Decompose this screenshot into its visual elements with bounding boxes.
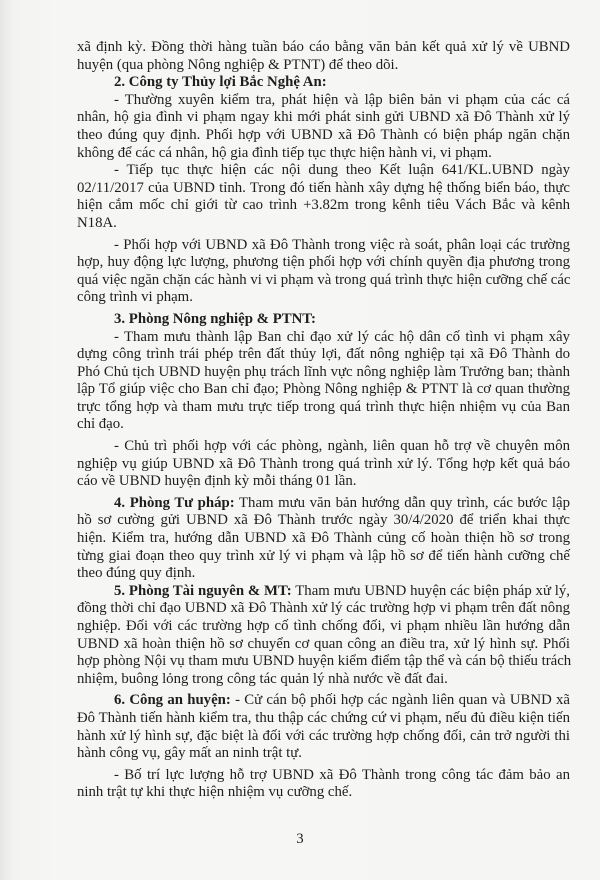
section-heading: 5. Phòng Tài nguyên & MT: bbox=[114, 582, 292, 599]
page-number: 3 bbox=[296, 831, 304, 847]
text-line bbox=[77, 289, 570, 307]
line-text: 02/11/2017 của UBND tỉnh. Trong đó tiến hành xây dựng hệ thống biển báo, thực bbox=[77, 179, 570, 196]
paragraph bbox=[77, 92, 570, 162]
paragraph bbox=[77, 767, 570, 802]
line-text: - Chủ trì phối hợp với các phòng, ngành, liên quan hỗ trợ về chuyên môn bbox=[114, 438, 570, 455]
section bbox=[77, 583, 570, 689]
line-text: - Phối hợp với UBND xã Đô Thành trong việc rà soát, phân loại các trường bbox=[114, 236, 570, 253]
section-heading: 3. Phòng Nông nghiệp & PTNT: bbox=[114, 310, 316, 327]
line-text: hiện cắm mốc chỉ giới từ cao trình +3.82m trong kênh tiêu Vách Bắc và kênh bbox=[77, 197, 570, 214]
text-line bbox=[77, 728, 570, 746]
line-text: nhiệm, buông lỏng trong công tác quản lý nhà nước về đất đai. bbox=[77, 670, 448, 687]
line-text: ninh trật tự khi thực hiện nhiệm vụ cưỡng chế. bbox=[77, 784, 353, 801]
text-line bbox=[77, 346, 570, 364]
text-line bbox=[77, 57, 570, 75]
line-text: dựng công trình trái phép trên đất thủy lợi, đất nông nghiệp tại xã Đô Thành do bbox=[77, 346, 570, 363]
line-text: huyện (qua phòng Nông nghiệp & PTNT) để theo dõi. bbox=[77, 56, 399, 73]
text-line bbox=[77, 92, 570, 110]
text-line bbox=[77, 548, 570, 566]
line-text: Phó Chủ tịch UBND huyện phụ trách lĩnh vực nông nghiệp làm Trưởng ban; thành bbox=[77, 363, 570, 380]
line-text: xã định kỳ. Đồng thời hàng tuần báo cáo bằng văn bản kết quả xử lý về UBND bbox=[77, 39, 570, 55]
document-body bbox=[77, 39, 570, 802]
text-line bbox=[77, 254, 570, 272]
section-heading: 6. Công an huyện: bbox=[114, 692, 231, 709]
text-line bbox=[77, 197, 570, 215]
line-text: Tham mưu UBND huyện các biện pháp xử lý, bbox=[291, 582, 571, 599]
section-heading: 4. Phòng Tư pháp: bbox=[114, 494, 235, 511]
line-text: nghiệp vụ giúp UBND xã Đô Thành trong quá trình xử lý. Tổng hợp kết quả báo bbox=[77, 455, 570, 472]
text-line bbox=[77, 39, 570, 57]
text-line bbox=[77, 416, 570, 434]
line-text: Đô Thành tiến hành kiểm tra, thu thập các chứng cứ vi phạm, nếu đủ điều kiện tiến bbox=[77, 709, 570, 726]
text-line bbox=[77, 364, 570, 382]
text-line bbox=[77, 512, 570, 530]
text-line bbox=[77, 109, 570, 127]
line-text: UBND xã hoàn thiện hồ sơ chuyển cơ quan công an điều tra, xử lý hình sự. Phối bbox=[77, 635, 570, 652]
section bbox=[77, 74, 570, 92]
line-text: hợp phòng Nội vụ tham mưu UBND huyện kiểm điểm tập thể và cán bộ thiếu trách bbox=[77, 653, 572, 670]
section bbox=[77, 311, 570, 329]
line-text: công trình vi phạm. bbox=[77, 289, 193, 306]
text-line bbox=[77, 399, 570, 417]
paragraph bbox=[77, 237, 570, 307]
text-line bbox=[77, 636, 570, 654]
line-text: nghiệp. Đối với các trường hợp cố tình chống đối, vi phạm nhiều lần hướng dẫn bbox=[77, 618, 570, 634]
text-line bbox=[77, 237, 570, 255]
line-text: hành công vụ, gây mất an ninh trật tự. bbox=[77, 745, 302, 762]
line-text: - Tham mưu thành lập Ban chỉ đạo xử lý các hộ dân cố tình vi phạm xây bbox=[114, 328, 570, 345]
line-text: theo đúng quy định. Phối hợp với UBND xã Đô Thành có biện pháp ngăn chặn bbox=[77, 126, 570, 143]
paragraph bbox=[77, 329, 570, 435]
text-line bbox=[77, 473, 570, 491]
paragraph bbox=[77, 162, 570, 232]
section bbox=[77, 692, 570, 762]
line-text: - Tiếp tục thực hiện các nội dung theo Kết luận 641/KL.UBND ngày bbox=[114, 162, 570, 179]
line-text: Tham mưu văn bản hướng dẫn quy trình, các bước lập bbox=[234, 494, 570, 511]
line-text: - Thường xuyên kiểm tra, phát hiện và lập biên bản vi phạm của các cá bbox=[114, 91, 570, 108]
text-line bbox=[77, 456, 570, 474]
text-line bbox=[77, 767, 570, 785]
line-text: hành xử lý hình sự, đặc biệt là đối với các trường hợp chống đối, cản trở người thi bbox=[77, 727, 570, 744]
text-line bbox=[77, 329, 570, 347]
text-line bbox=[77, 784, 570, 802]
line-text: từng giai đoạn theo quy trình xử lý vi phạm và lập hồ sơ để tiến hành cưỡng chế bbox=[77, 547, 570, 564]
text-line bbox=[77, 671, 570, 689]
text-line bbox=[77, 272, 570, 290]
text-line bbox=[77, 438, 570, 456]
line-text: theo đúng quy định. bbox=[77, 565, 196, 582]
paragraph bbox=[77, 438, 570, 491]
section-heading: 2. Công ty Thủy lợi Bắc Nghệ An: bbox=[114, 74, 327, 91]
text-line bbox=[77, 618, 570, 636]
text-line bbox=[77, 583, 570, 601]
section bbox=[77, 495, 570, 583]
text-line bbox=[77, 215, 570, 233]
text-line bbox=[77, 495, 570, 513]
line-text: hồ sơ cường gửi UBND xã Đô Thành trước ngày 30/4/2020 để triển khai thực bbox=[77, 512, 570, 529]
text-line bbox=[77, 381, 570, 399]
line-text: - Cử cán bộ phối hợp các ngành liên quan và UBND xã bbox=[230, 692, 570, 709]
text-line bbox=[77, 692, 570, 710]
line-text: không để các cá nhân, hộ gia đình tiếp tục thực hiện hành vi, vi phạm. bbox=[77, 144, 492, 161]
line-text: cáo về UBND huyện định kỳ mỗi tháng 01 lần. bbox=[77, 473, 357, 490]
text-line bbox=[77, 145, 570, 163]
line-text: N18A. bbox=[77, 214, 117, 231]
line-text: hiện. Kiểm tra, hướng dẫn UBND xã Đô Thành củng cố hoàn thiện hồ sơ trong bbox=[77, 530, 570, 547]
paragraph bbox=[77, 39, 570, 74]
text-line bbox=[77, 745, 570, 763]
line-text: lập Tổ giúp việc cho Ban chỉ đạo; Phòng Nông nghiệp & PTNT là cơ quan thường bbox=[77, 381, 570, 398]
line-text: quá việc ngăn chặn các hành vi vi phạm và trong quá trình thực hiện cưỡng chế các bbox=[77, 271, 571, 288]
line-text: - Bố trí lực lượng hỗ trợ UBND xã Đô Thành trong công tác đảm bảo an bbox=[114, 766, 570, 783]
line-text: đồng thời chỉ đạo UBND xã Đô Thành xử lý các trường hợp vi phạm trên đất nông bbox=[77, 600, 570, 617]
line-text: hợp, huy động lực lượng, phương tiện phối hợp với chính quyền địa phương trong bbox=[77, 254, 570, 271]
line-text: nhân, hộ gia đình vi phạm ngay khi mới phát sinh gửi UBND xã Đô Thành xử lý bbox=[77, 109, 570, 126]
text-line bbox=[77, 180, 570, 198]
text-line bbox=[77, 600, 570, 618]
text-line bbox=[77, 162, 570, 180]
text-line bbox=[77, 710, 570, 728]
line-text: trực tổng hợp và tham mưu trực tiếp trong quá trình thực hiện nhiệm vụ của Ban bbox=[77, 398, 570, 415]
text-line bbox=[77, 127, 570, 145]
text-line bbox=[77, 565, 570, 583]
text-line bbox=[77, 653, 570, 671]
text-line bbox=[77, 530, 570, 548]
line-text: chỉ đạo. bbox=[77, 416, 124, 433]
